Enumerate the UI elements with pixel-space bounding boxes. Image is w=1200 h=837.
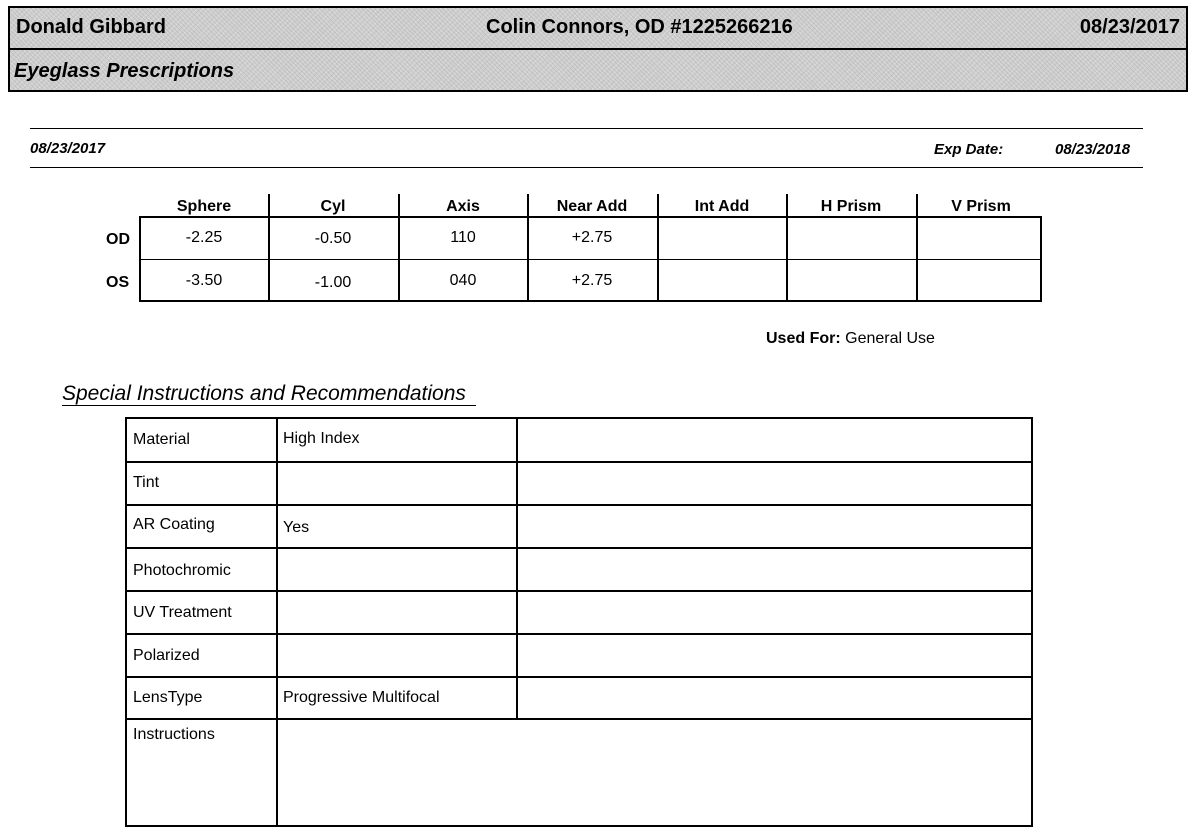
- spec-value-material: High Index: [283, 430, 360, 447]
- spec-label-divider: [276, 417, 278, 827]
- row-label-od: OD: [106, 231, 130, 248]
- doctor-name: Colin Connors, OD #1225266216: [486, 16, 793, 38]
- grid-middle-line: [139, 259, 1042, 260]
- used-for-label: Used For:: [766, 330, 841, 347]
- header-date: 08/23/2017: [1079, 16, 1180, 38]
- col-cyl: Cyl: [320, 198, 346, 215]
- spec-row-line: [125, 547, 1033, 549]
- col-divider: [916, 194, 918, 216]
- spec-row-line: [125, 504, 1033, 506]
- row-label-os: OS: [106, 274, 130, 291]
- grid-vline: [786, 216, 788, 302]
- patient-name: Donald Gibbard: [16, 16, 166, 38]
- grid-vline: [657, 216, 659, 302]
- spec-value-ar-coating: Yes: [283, 519, 310, 536]
- od-cyl: -0.50: [314, 230, 352, 247]
- spec-label-lens-type: LensType: [133, 689, 203, 706]
- spec-row-line: [125, 590, 1033, 592]
- od-sphere: -2.25: [185, 229, 223, 246]
- col-divider: [527, 194, 529, 216]
- od-axis: 110: [450, 229, 476, 246]
- col-h-prism: H Prism: [820, 198, 882, 215]
- spec-label-tint: Tint: [133, 474, 160, 491]
- special-instructions-title: Special Instructions and Recommendations: [62, 382, 466, 405]
- os-sphere: -3.50: [185, 272, 223, 289]
- header-band: [8, 6, 1188, 92]
- special-instructions-table: [125, 417, 1033, 827]
- spec-label-uv-treatment: UV Treatment: [133, 604, 232, 621]
- od-near-add: +2.75: [571, 229, 613, 246]
- spec-row-line: [125, 461, 1033, 463]
- spec-row-line: [125, 718, 1033, 720]
- spec-label-photochromic: Photochromic: [133, 562, 231, 579]
- spec-label-ar-coating: AR Coating: [133, 516, 215, 533]
- spec-label-material: Material: [133, 431, 190, 448]
- exp-date-label: Exp Date:: [934, 141, 1004, 158]
- spec-row-line: [125, 633, 1033, 635]
- section-title: Eyeglass Prescriptions: [14, 60, 235, 82]
- exp-date-value: 08/23/2018: [1055, 141, 1131, 158]
- spec-label-instructions: Instructions: [133, 726, 215, 743]
- prescription-date: 08/23/2017: [30, 140, 106, 157]
- grid-vline: [1040, 216, 1042, 302]
- used-for: [766, 330, 935, 348]
- header-divider: [10, 48, 1186, 50]
- grid-vline: [916, 216, 918, 302]
- col-divider: [398, 194, 400, 216]
- col-divider: [268, 194, 270, 216]
- col-axis: Axis: [446, 198, 480, 215]
- spec-row-line: [125, 676, 1033, 678]
- used-for-value: General Use: [845, 330, 935, 347]
- spec-value-lens-type: Progressive Multifocal: [283, 689, 440, 706]
- grid-top-line: [139, 216, 1042, 218]
- os-axis: 040: [449, 272, 477, 289]
- col-near-add: Near Add: [556, 198, 628, 215]
- col-divider: [657, 194, 659, 216]
- col-divider: [786, 194, 788, 216]
- os-near-add: +2.75: [571, 272, 613, 289]
- date-row-bottom-rule: [30, 167, 1143, 168]
- col-sphere: Sphere: [176, 198, 232, 215]
- col-v-prism: V Prism: [951, 198, 1011, 215]
- special-title-underline: [62, 405, 476, 406]
- col-int-add: Int Add: [694, 198, 750, 215]
- grid-bottom-line: [139, 300, 1042, 302]
- spec-label-polarized: Polarized: [133, 647, 200, 664]
- os-cyl: -1.00: [314, 274, 352, 291]
- date-row-top-rule: [30, 128, 1143, 129]
